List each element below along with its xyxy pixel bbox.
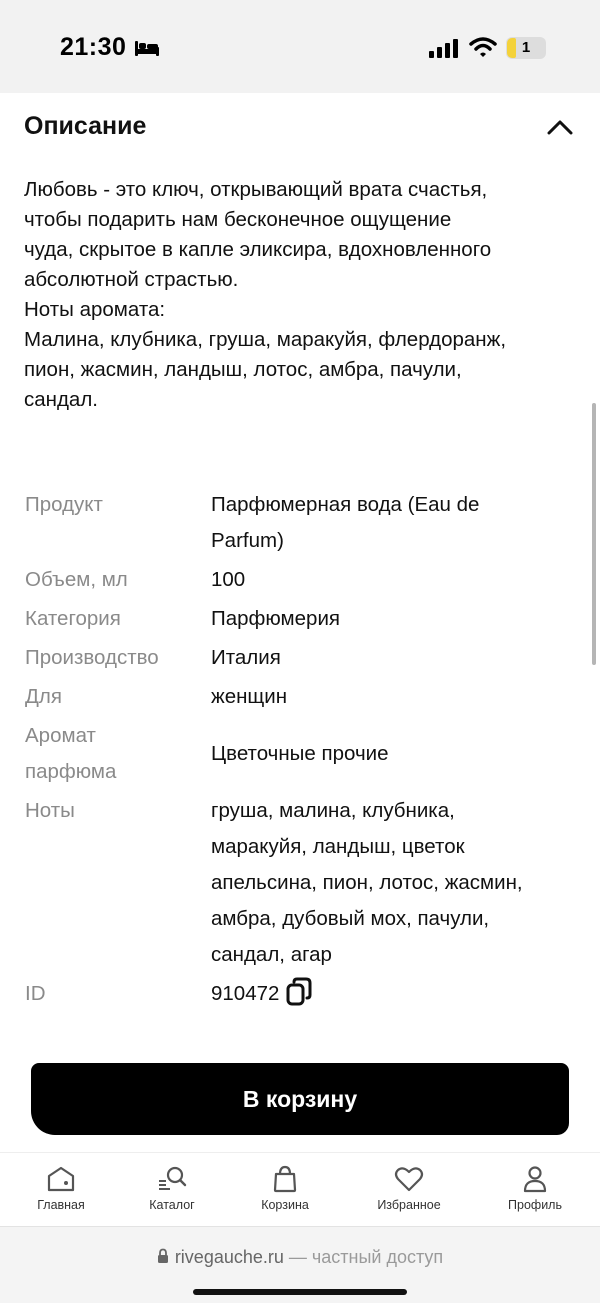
spec-key-line: парфюма	[25, 760, 117, 783]
spec-key: Продукт	[25, 493, 103, 516]
chevron-up-icon[interactable]	[546, 118, 574, 136]
nav-item-cart[interactable]	[235, 1165, 335, 1212]
wifi-icon	[469, 36, 497, 58]
nav-item-profile[interactable]	[485, 1165, 585, 1212]
spec-table	[25, 487, 585, 1015]
description-line: чтобы подарить нам бесконечное ощущение	[24, 208, 452, 231]
description-line: чуда, скрытое в капле эликсира, вдохновленного	[24, 238, 492, 261]
spec-value: 100	[211, 568, 246, 591]
spec-value-line: амбра, дубовый мох, пачули,	[211, 907, 490, 930]
nav-label: Профиль	[508, 1198, 562, 1212]
spec-key: Производство	[25, 646, 159, 669]
nav-item-favorites[interactable]	[359, 1165, 459, 1212]
status-bar	[0, 0, 600, 93]
spec-row-for	[25, 679, 585, 715]
spec-value: женщин	[211, 685, 288, 708]
spec-value	[211, 793, 571, 973]
description-line: Ноты аромата:	[24, 298, 166, 321]
battery-icon	[506, 37, 546, 59]
spec-row-product	[25, 487, 585, 559]
spec-row-production	[25, 640, 585, 676]
spec-value-line: апельсина, пион, лотос, жасмин,	[211, 871, 523, 894]
description-line: Малина, клубника, груша, маракуйя, флердоранж,	[24, 328, 507, 351]
spec-value: Парфюмерия	[211, 607, 340, 630]
spec-value-line: сандал, агар	[211, 943, 332, 966]
spec-key: Категория	[25, 607, 121, 630]
spec-value-line: груша, малина, клубника,	[211, 799, 455, 822]
description-line: абсолютной страстью.	[24, 268, 239, 291]
status-time: 21:30	[60, 33, 127, 61]
nav-item-home[interactable]	[11, 1165, 111, 1212]
spec-key: Объем, мл	[25, 568, 128, 591]
battery-level: 1	[521, 39, 531, 56]
description-line: сандал.	[24, 388, 98, 411]
spec-key: Для	[25, 685, 62, 708]
spec-row-id	[25, 976, 585, 1012]
user-icon	[521, 1165, 549, 1193]
spec-key	[25, 718, 211, 790]
spec-row-notes	[25, 793, 585, 973]
product-id: 910472	[211, 982, 280, 1005]
bottom-nav	[0, 1152, 600, 1226]
spec-value	[211, 976, 571, 1012]
add-to-cart-button[interactable]: В корзину	[31, 1063, 569, 1135]
heart-icon	[394, 1165, 424, 1193]
spec-row-category	[25, 601, 585, 637]
spec-key: ID	[25, 982, 46, 1005]
spec-value: Италия	[211, 646, 281, 669]
spec-value	[211, 487, 571, 559]
nav-label: Корзина	[261, 1198, 309, 1212]
section-title: Описание	[24, 112, 147, 140]
spec-value-line: маракуйя, ландыш, цветок	[211, 835, 465, 858]
nav-label: Каталог	[149, 1198, 195, 1212]
spec-value-line: Parfum)	[211, 529, 284, 552]
spec-key-line: Аромат	[25, 724, 96, 747]
description-line: пион, жасмин, ландыш, лотос, амбра, пачули,	[24, 358, 462, 381]
bed-icon	[134, 38, 160, 58]
catalog-search-icon	[156, 1165, 188, 1193]
nav-label: Главная	[37, 1198, 85, 1212]
spec-key: Ноты	[25, 799, 75, 822]
description-line: Любовь - это ключ, открывающий врата счастья,	[24, 178, 488, 201]
home-icon	[46, 1165, 76, 1193]
spec-row-aroma	[25, 718, 585, 790]
url-bar[interactable]	[0, 1226, 600, 1303]
bag-icon	[271, 1165, 299, 1193]
url-text[interactable]	[0, 1247, 600, 1268]
home-indicator[interactable]	[193, 1289, 407, 1295]
spec-value-line: Парфюмерная вода (Eau de	[211, 493, 480, 516]
spec-row-volume	[25, 562, 585, 598]
url-domain: rivegauche.ru	[174, 1247, 284, 1267]
description-text	[24, 175, 584, 415]
nav-item-catalog[interactable]	[122, 1165, 222, 1212]
signal-icon	[429, 38, 461, 58]
lock-icon	[157, 1248, 169, 1264]
nav-label: Избранное	[377, 1198, 441, 1212]
copy-icon[interactable]	[285, 977, 313, 1007]
url-suffix: — частный доступ	[288, 1247, 444, 1267]
scroll-indicator[interactable]	[592, 403, 596, 665]
spec-value: Цветочные прочие	[211, 742, 389, 765]
